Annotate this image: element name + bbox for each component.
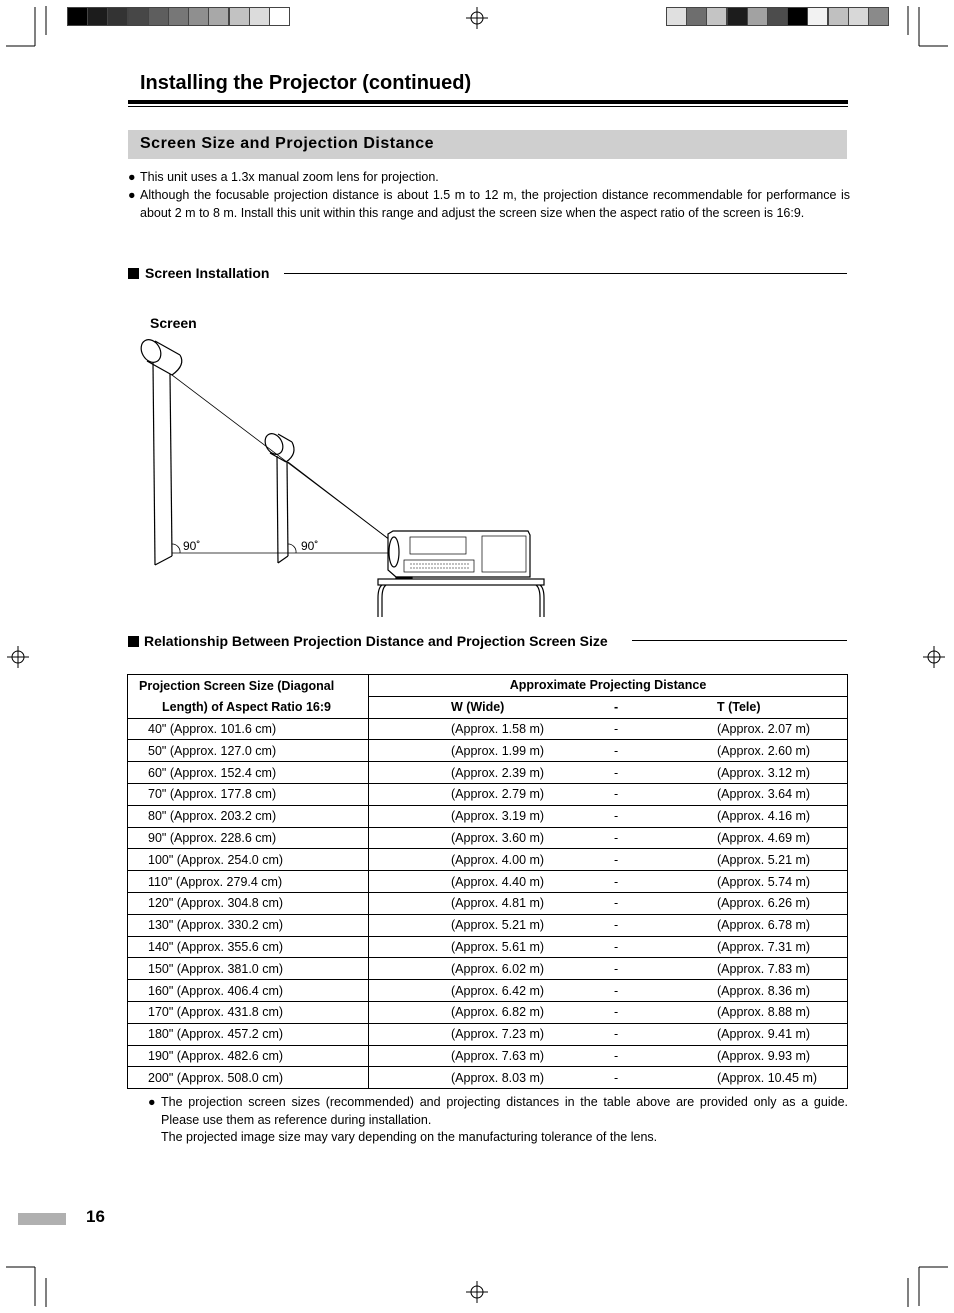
table-row: [128, 892, 848, 914]
heading-rule: [632, 640, 847, 641]
registration-mark-bottom: [466, 1281, 488, 1303]
tele-distance-cell: (Approx. 7.83 m): [717, 958, 848, 980]
header-screen-size: Projection Screen Size (Diagonal: [128, 675, 369, 697]
table-row: [128, 958, 848, 980]
screen-size-cell: 40" (Approx. 101.6 cm): [128, 718, 369, 740]
tele-distance-cell: (Approx. 4.69 m): [717, 827, 848, 849]
wide-distance-cell: (Approx. 6.82 m): [369, 1001, 615, 1023]
table-row: [128, 1023, 848, 1045]
heading-rule: [284, 273, 847, 274]
dash-cell: -: [614, 892, 717, 914]
registration-mark-left: [7, 646, 29, 668]
registration-mark-right: [923, 646, 945, 668]
tele-distance-cell: (Approx. 9.93 m): [717, 1045, 848, 1067]
tele-distance-cell: (Approx. 7.31 m): [717, 936, 848, 958]
dash-cell: -: [614, 718, 717, 740]
wide-distance-cell: (Approx. 5.61 m): [369, 936, 615, 958]
dash-cell: -: [614, 827, 717, 849]
table-row: [128, 762, 848, 784]
tele-distance-cell: (Approx. 2.07 m): [717, 718, 848, 740]
wide-distance-cell: (Approx. 4.40 m): [369, 871, 615, 893]
title-rule-thin: [128, 106, 848, 107]
tele-distance-cell: (Approx. 6.26 m): [717, 892, 848, 914]
screen-size-cell: 170" (Approx. 431.8 cm): [128, 1001, 369, 1023]
tele-distance-cell: (Approx. 8.88 m): [717, 1001, 848, 1023]
small-screen: [262, 430, 294, 563]
dash-cell: -: [614, 1045, 717, 1067]
screen-size-cell: 130" (Approx. 330.2 cm): [128, 914, 369, 936]
dash-cell: -: [614, 762, 717, 784]
page-number-bar: [18, 1213, 66, 1225]
dash-cell: -: [614, 1023, 717, 1045]
wide-distance-cell: (Approx. 8.03 m): [369, 1067, 615, 1089]
bullet-icon: ●: [128, 170, 136, 184]
registration-mark-top: [466, 7, 488, 29]
bullet-text: Although the focusable projection distance is about 1.5 m to 12 m, the projection distance recommendable for performance is about 2 m to 8 m. Install this unit within this range and adjust the screen size when the aspect ratio of the screen is 16:9.: [140, 188, 850, 220]
wide-distance-cell: (Approx. 2.79 m): [369, 783, 615, 805]
square-bullet-icon: [128, 268, 139, 279]
screen-size-cell: 140" (Approx. 355.6 cm): [128, 936, 369, 958]
wide-distance-cell: (Approx. 2.39 m): [369, 762, 615, 784]
table-row: [128, 718, 848, 740]
screen-label: Screen: [150, 315, 197, 331]
table-row: [128, 980, 848, 1002]
projector-icon: [388, 531, 530, 581]
dash-cell: -: [614, 783, 717, 805]
header-tele: T (Tele): [717, 696, 848, 718]
dash-cell: -: [614, 1067, 717, 1089]
table-row: [128, 914, 848, 936]
dash-cell: -: [614, 805, 717, 827]
screen-size-cell: 160" (Approx. 406.4 cm): [128, 980, 369, 1002]
wide-distance-cell: (Approx. 7.23 m): [369, 1023, 615, 1045]
screen-size-cell: 90" (Approx. 228.6 cm): [128, 827, 369, 849]
wide-distance-cell: (Approx. 3.60 m): [369, 827, 615, 849]
bullet-icon: ●: [128, 188, 136, 202]
title-rule-thick: [128, 100, 848, 104]
table-row: [128, 871, 848, 893]
header-dash: -: [614, 696, 717, 718]
table-row: [128, 1045, 848, 1067]
screen-installation-heading: Screen Installation: [128, 265, 269, 281]
large-screen: [137, 336, 182, 565]
wide-distance-cell: (Approx. 4.00 m): [369, 849, 615, 871]
header-screen-size-cont: Length) of Aspect Ratio 16:9: [128, 696, 369, 718]
tele-distance-cell: (Approx. 10.45 m): [717, 1067, 848, 1089]
wide-distance-cell: (Approx. 3.19 m): [369, 805, 615, 827]
screen-size-cell: 110" (Approx. 279.4 cm): [128, 871, 369, 893]
table-header-row: [128, 696, 848, 718]
tele-distance-cell: (Approx. 4.16 m): [717, 805, 848, 827]
dash-cell: -: [614, 980, 717, 1002]
angle-arc: [172, 544, 180, 553]
wide-distance-cell: (Approx. 6.02 m): [369, 958, 615, 980]
screen-size-cell: 120" (Approx. 304.8 cm): [128, 892, 369, 914]
page-number: 16: [86, 1207, 105, 1226]
square-bullet-icon: [128, 636, 139, 647]
dash-cell: -: [614, 958, 717, 980]
note-text-2: The projected image size may vary depending on the manufacturing tolerance of the lens.: [161, 1130, 658, 1144]
dash-cell: -: [614, 849, 717, 871]
screen-size-cell: 100" (Approx. 254.0 cm): [128, 849, 369, 871]
bullet-icon: ●: [148, 1095, 156, 1109]
table-row: [128, 783, 848, 805]
tele-distance-cell: (Approx. 5.74 m): [717, 871, 848, 893]
screen-size-cell: 150" (Approx. 381.0 cm): [128, 958, 369, 980]
angle-arc: [288, 544, 296, 553]
tele-distance-cell: (Approx. 3.12 m): [717, 762, 848, 784]
dash-cell: -: [614, 740, 717, 762]
tele-distance-cell: (Approx. 6.78 m): [717, 914, 848, 936]
table-header-row: [128, 675, 848, 697]
tele-distance-cell: (Approx. 2.60 m): [717, 740, 848, 762]
relationship-heading: Relationship Between Projection Distance and Projection Screen Size: [128, 633, 608, 649]
table-row: [128, 827, 848, 849]
installation-diagram: [120, 330, 560, 620]
screen-size-cell: 200" (Approx. 508.0 cm): [128, 1067, 369, 1089]
screen-size-cell: 180" (Approx. 457.2 cm): [128, 1023, 369, 1045]
table-row: [128, 849, 848, 871]
page-title: Installing the Projector (continued): [140, 72, 472, 94]
header-wide: W (Wide): [369, 696, 615, 718]
screen-size-cell: 70" (Approx. 177.8 cm): [128, 783, 369, 805]
tele-distance-cell: (Approx. 3.64 m): [717, 783, 848, 805]
bullet-text: This unit uses a 1.3x manual zoom lens for projection.: [140, 170, 439, 184]
wide-distance-cell: (Approx. 7.63 m): [369, 1045, 615, 1067]
dash-cell: -: [614, 914, 717, 936]
projector-table: [378, 579, 544, 617]
screen-size-cell: 60" (Approx. 152.4 cm): [128, 762, 369, 784]
table-row: [128, 936, 848, 958]
tele-distance-cell: (Approx. 9.41 m): [717, 1023, 848, 1045]
projection-line-small: [288, 462, 390, 540]
section-header: [128, 130, 847, 159]
wide-distance-cell: (Approx. 4.81 m): [369, 892, 615, 914]
wide-distance-cell: (Approx. 1.99 m): [369, 740, 615, 762]
table-row: [128, 1067, 848, 1089]
tele-distance-cell: (Approx. 5.21 m): [717, 849, 848, 871]
screen-size-cell: 50" (Approx. 127.0 cm): [128, 740, 369, 762]
screen-size-cell: 190" (Approx. 482.6 cm): [128, 1045, 369, 1067]
dash-cell: -: [614, 1001, 717, 1023]
section-title: Screen Size and Projection Distance: [140, 135, 435, 152]
wide-distance-cell: (Approx. 1.58 m): [369, 718, 615, 740]
dash-cell: -: [614, 871, 717, 893]
angle-label-large: 90˚: [183, 539, 201, 553]
note-text: The projection screen sizes (recommended) and projecting distances in the table above are provided only as a guide. Please use them as reference during installation.: [161, 1095, 848, 1127]
table-row: [128, 740, 848, 762]
wide-distance-cell: (Approx. 5.21 m): [369, 914, 615, 936]
distance-table: [127, 674, 848, 1089]
dash-cell: -: [614, 936, 717, 958]
table-row: [128, 805, 848, 827]
angle-label-small: 90˚: [301, 539, 319, 553]
table-row: [128, 1001, 848, 1023]
screen-size-cell: 80" (Approx. 203.2 cm): [128, 805, 369, 827]
header-distance: Approximate Projecting Distance: [369, 675, 848, 697]
wide-distance-cell: (Approx. 6.42 m): [369, 980, 615, 1002]
tele-distance-cell: (Approx. 8.36 m): [717, 980, 848, 1002]
